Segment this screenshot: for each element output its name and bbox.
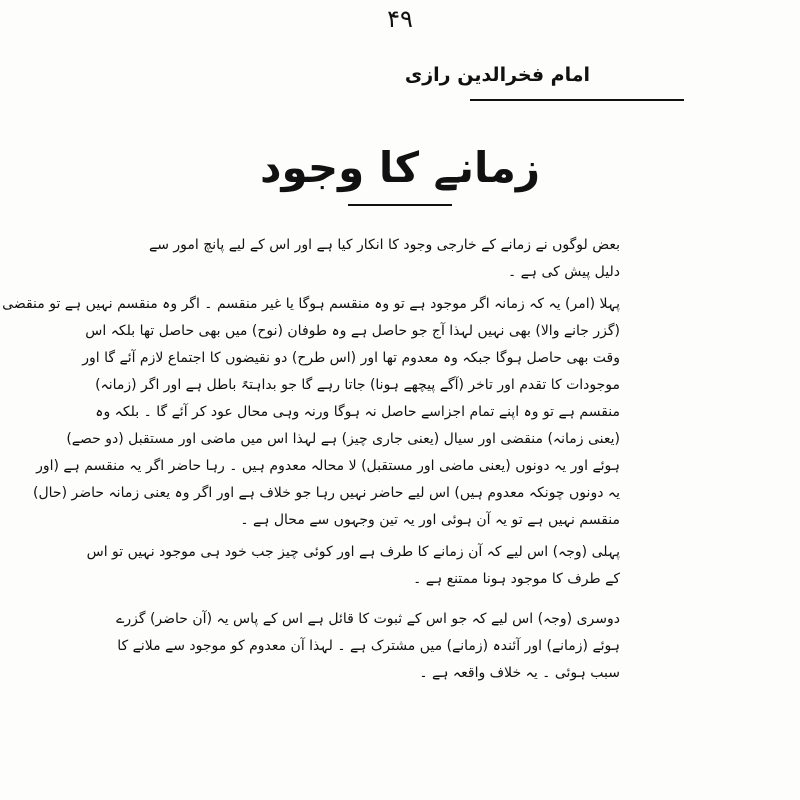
text-line: منقسم ہے تو وہ اپنے تمام اجزاسے حاصل نہ ہوگا ورنہ وہی محال عود کر آئے گا ۔ بلکہ وہ [95, 404, 620, 420]
author-name: امام فخرالدین رازی [404, 64, 590, 86]
body-text [2, 236, 620, 682]
text-line: ہوئے (زمانے) اور آئندہ (زمانے) میں مشترک ہے ۔ لہذا آن معدوم کو موجود سے ملانے کا [117, 638, 620, 654]
text-line: کے طرف کا موجود ہونا ممتنع ہے ۔ [413, 571, 620, 587]
text-line: دوسری (وجہ) اس لیے کہ جو اس کے ثبوت کا قائل ہے اس کے پاس یہ (آن حاضر) گزرے [116, 611, 620, 627]
author-underline [470, 99, 684, 101]
text-line: (گزر جانے والا) بھی نہیں لہذا آج جو حاصل ہے وہ طوفان (نوح) میں بھی حاصل تھا بلکہ اس [85, 323, 620, 339]
page-number: ۴۹ [387, 5, 413, 33]
text-line: بعض لوگوں نے زمانے کے خارجی وجود کا انکار کیا ہے اور اس کے لیے پانچ امور سے [148, 237, 620, 253]
text-line: سبب ہوئی ۔ یہ خلاف واقعہ ہے ۔ [419, 665, 620, 681]
text-line: منقسم نہیں ہے تو یہ آن ہوئی اور یہ تین وجہوں سے محال ہے ۔ [240, 512, 620, 528]
chapter-title: زمانے کا وجود [259, 143, 541, 192]
title-underline [348, 204, 452, 206]
text-line: (یعنی زمانہ) منقضی اور سیال (یعنی جاری چیز) ہے لہذا اس میں ماضی اور مستقبل (دو حصے) [66, 431, 620, 447]
text-line: وقت بھی حاصل ہوگا جبکہ وہ معدوم تھا اور (اس طرح) دو نقیضوں کا اجتماع لازم آئے گا اور [82, 350, 620, 366]
text-line: یہ دونوں چونکہ معدوم ہیں) اس لیے حاضر نہیں رہا جو خلاف ہے اور اگر وہ یعنی زمانہ حاضر (حال) [33, 485, 620, 501]
text-line: دلیل پیش کی ہے ۔ [507, 264, 620, 280]
text-line: پہلی (وجہ) اس لیے کہ آن زمانے کا طرف ہے اور کوئی چیز جب خود ہی موجود نہیں تو اس [86, 544, 620, 560]
text-line: ہوئے اور یہ دونوں (یعنی ماضی اور مستقبل) لا محالہ معدوم ہیں ۔ رہا حاضر اگر یہ منقسم ہے (اور [36, 458, 620, 474]
text-line: موجودات کا تقدم اور تاخر (آگے پیچھے ہونا) جاتا رہے گا جو بداہتہً باطل ہے اور اگر (زمانہ) [95, 377, 620, 393]
text-line: پہلا (امر) یہ کہ زمانہ اگر موجود ہے تو وہ منقسم ہوگا یا غیر منقسم ۔ اگر وہ منقسم نہیں ہے تو منقضی [2, 296, 620, 312]
